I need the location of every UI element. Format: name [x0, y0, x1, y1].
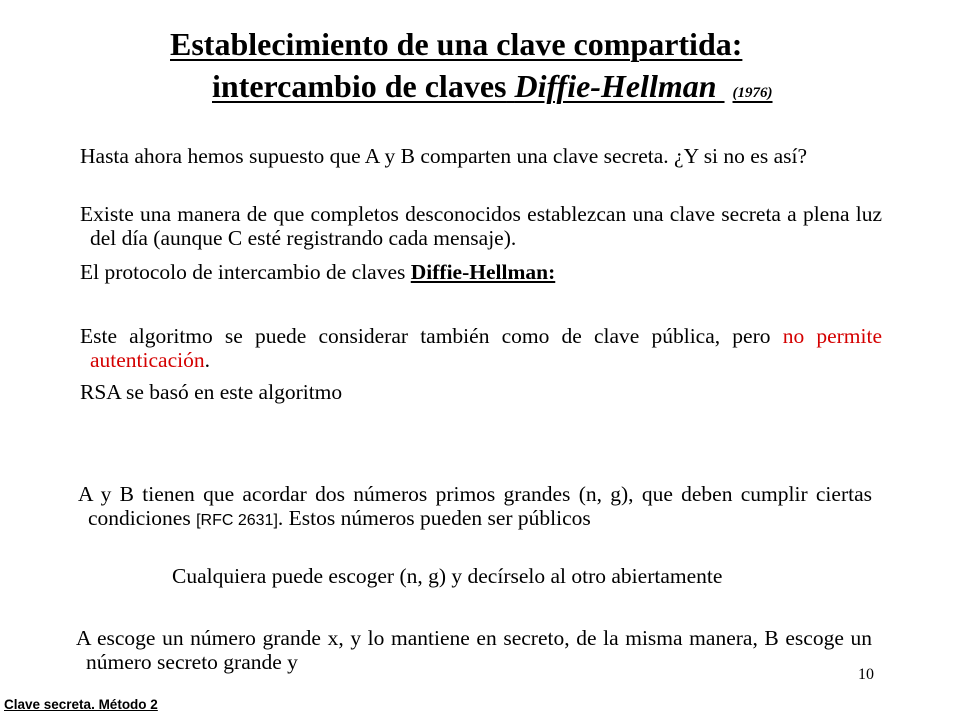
paragraph-shared-key-question: Hasta ahora hemos supuesto que A y B comparten una clave secreta. ¿Y si no es así? [80, 144, 807, 168]
rfc-reference: [RFC 2631] [196, 512, 278, 529]
title-line-2-prefix: intercambio de claves [212, 68, 507, 104]
slide-title-line-2 [212, 68, 773, 111]
paragraph-secret-numbers: A escoge un número grande x, y lo mantiene en secreto, de la misma manera, B escoge un número secreto grande y [76, 626, 872, 674]
protocol-text: El protocolo de intercambio de claves [80, 260, 406, 284]
paragraph-primes [78, 482, 872, 533]
slide-title-line-1: Establecimiento de una clave compartida: [170, 26, 743, 62]
no-authentication-warning: no permite autenticación [90, 324, 883, 372]
public-key-period: . [204, 348, 210, 372]
page-number: 10 [858, 666, 874, 683]
paragraph-public-key [80, 324, 883, 372]
primes-text: A y B tienen que acordar dos números primos grandes (n, g), que deben cumplir ciertas condiciones [78, 482, 872, 530]
footer-label: Clave secreta. Método 2 [4, 697, 158, 712]
paragraph-anyone-choose: Cualquiera puede escoger (n, g) y decírselo al otro abiertamente [172, 564, 723, 588]
primes-text-end: . Estos números pueden ser públicos [277, 506, 591, 530]
diffie-hellman-emphasis: Diffie-Hellman: [410, 260, 556, 284]
title-year: (1976) [732, 85, 773, 101]
title-diffie-hellman: Diffie-Hellman [514, 68, 717, 104]
paragraph-strangers-key: Existe una manera de que completos desconocidos establezcan una clave secreta a plena luz del día (aunque C esté registrando cada mensaje). [80, 202, 882, 250]
public-key-text: Este algoritmo se puede considerar también como de clave pública, pero [80, 324, 771, 348]
paragraph-protocol [80, 260, 882, 284]
paragraph-rsa: RSA se basó en este algoritmo [80, 380, 343, 404]
